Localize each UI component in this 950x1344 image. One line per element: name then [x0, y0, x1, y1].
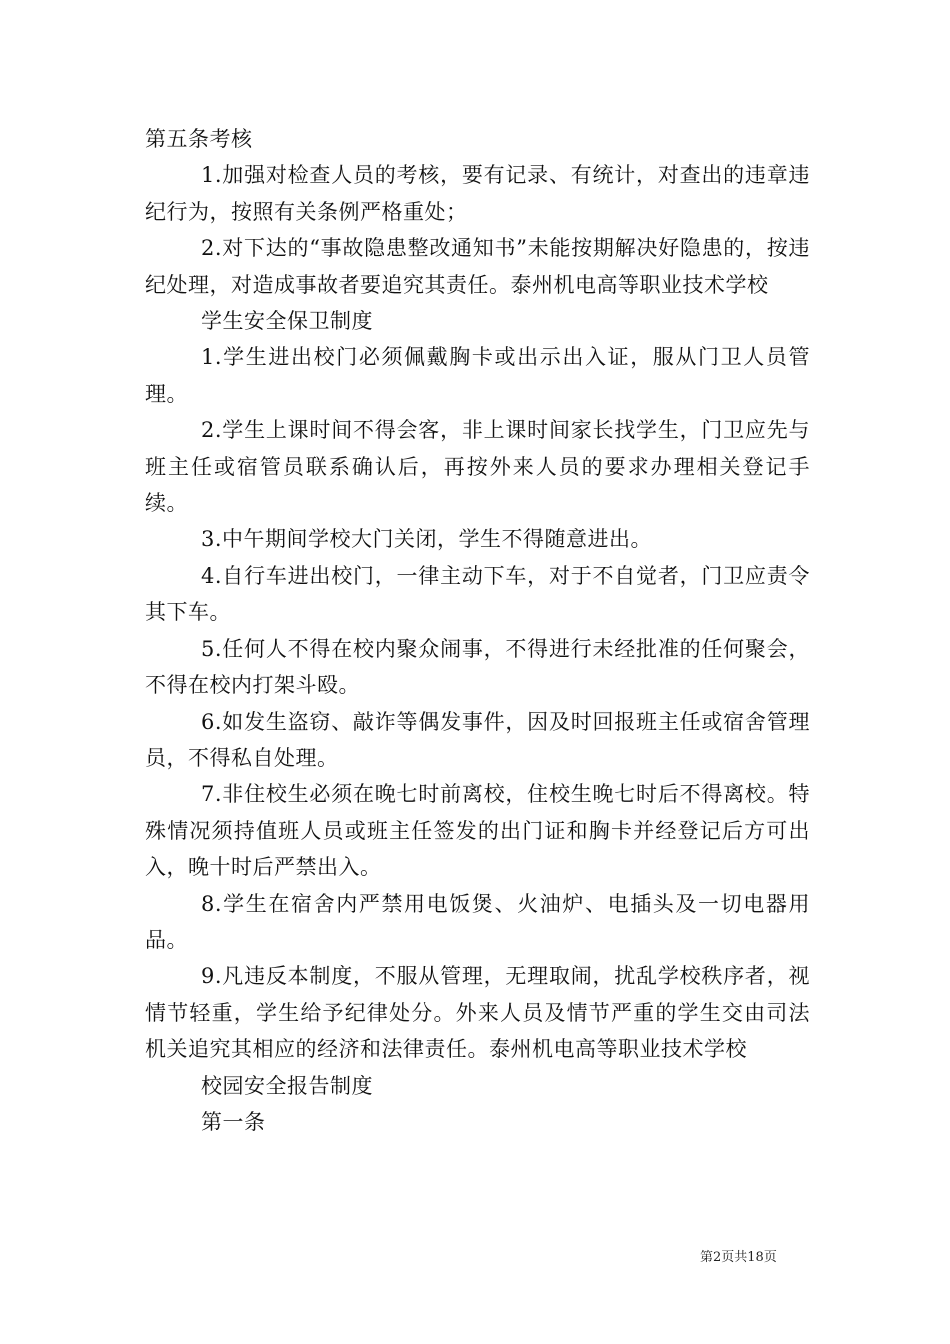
paragraph-item: 9.凡违反本制度，不服从管理，无理取闹，扰乱学校秩序者，视情节轻重，学生给予纪律处分。外来人员及情节严重的学生交由司法机关追究其相应的经济和法律责任。泰州机电高等职业技术学校 — [145, 964, 810, 1062]
paragraph-item: 4.自行车进出校门，一律主动下车，对于不自觉者，门卫应责令其下车。 — [145, 563, 810, 625]
section-title: 学生安全保卫制度 — [201, 309, 373, 334]
heading-article-1: 第一条 — [201, 1109, 266, 1134]
paragraph-item: 1.学生进出校门必须佩戴胸卡或出示出入证，服从门卫人员管理。 — [145, 345, 810, 406]
paragraph-item: 2.学生上课时间不得会客，非上课时间家长找学生，门卫应先与班主任或宿管员联系确认后，再按外来人员的要求办理相关登记手续。 — [145, 418, 810, 516]
section-title: 校园安全报告制度 — [201, 1073, 373, 1098]
paragraph-item: 5.任何人不得在校内聚众闹事，不得进行未经批准的任何聚会，不得在校内打架斗殴。 — [145, 636, 810, 698]
paragraph-item: 6.如发生盗窃、敲诈等偶发事件，因及时回报班主任或宿舍管理员，不得私自处理。 — [145, 709, 810, 770]
paragraph-item: 3.中午期间学校大门关闭，学生不得随意进出。 — [201, 527, 653, 552]
paragraph-item: 1.加强对检查人员的考核，要有记录、有统计，对查出的违章违纪行为，按照有关条例严格重处； — [145, 163, 810, 224]
paragraph-item: 8.学生在宿舍内严禁用电饭煲、火油炉、电插头及一切电器用品。 — [145, 891, 810, 952]
page-number: 第2页共18页 — [700, 1250, 777, 1265]
paragraph-item: 7.非住校生必须在晚七时前离校，住校生晚七时后不得离校。特殊情况须持值班人员或班主任签发的出门证和胸卡并经登记后方可出入，晚十时后严禁出入。 — [145, 782, 810, 880]
heading-article-5: 第五条考核 — [145, 127, 253, 151]
paragraph-item: 2.对下达的“事故隐患整改通知书”未能按期解决好隐患的，按违纪处理，对造成事故者要追究其责任。泰州机电高等职业技术学校 — [145, 236, 810, 297]
document-body — [145, 121, 810, 1140]
